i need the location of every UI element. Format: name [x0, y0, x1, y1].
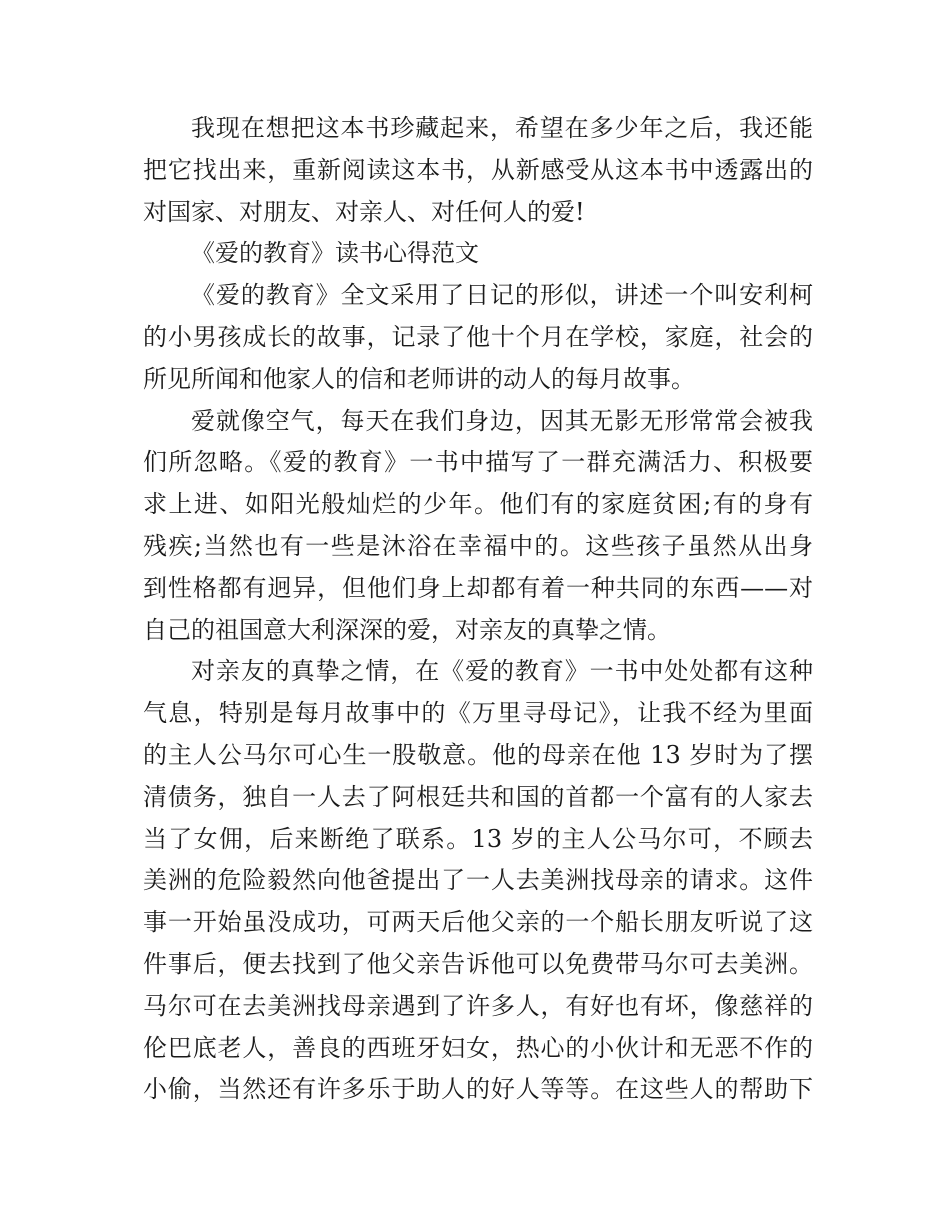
text-line: 当了女佣，后来断绝了联系。13 岁的主人公马尔可，不顾去 [143, 824, 813, 853]
section-title [143, 233, 813, 275]
text-line: 《爱的教育》读书心得范文 [191, 239, 479, 268]
text-line: 的小男孩成长的故事，记录了他十个月在学校，家庭，社会的 [143, 322, 813, 351]
text-line: 们所忽略。《爱的教育》一书中描写了一群充满活力、积极要 [143, 448, 813, 477]
text-line: 所见所闻和他家人的信和老师讲的动人的每月故事。 [143, 364, 695, 393]
text-line: 爱就像空气，每天在我们身边，因其无影无形常常会被我 [191, 406, 813, 435]
text-line: 小偷，当然还有许多乐于助人的好人等等。在这些人的帮助下 [143, 1075, 813, 1104]
paragraph [143, 108, 813, 233]
document-body [143, 108, 813, 1111]
text-line: 马尔可在去美洲找母亲遇到了许多人，有好也有坏，像慈祥的 [143, 991, 813, 1020]
paragraph [143, 275, 813, 400]
text-line: 到性格都有迥异，但他们身上却都有着一种共同的东西——对 [143, 573, 813, 602]
text-line: 《爱的教育》全文采用了日记的形似，讲述一个叫安利柯 [191, 281, 813, 310]
text-line: 清债务，独自一人去了阿根廷共和国的首都一个富有的人家去 [143, 782, 813, 811]
paragraph [143, 401, 813, 652]
text-line: 事一开始虽没成功，可两天后他父亲的一个船长朋友听说了这 [143, 908, 813, 937]
text-line: 残疾;当然也有一些是沐浴在幸福中的。这些孩子虽然从出身 [143, 531, 813, 560]
text-line: 我现在想把这本书珍藏起来，希望在多少年之后，我还能 [191, 114, 813, 142]
text-line: 自己的祖国意大利深深的爱，对亲友的真挚之情。 [143, 615, 671, 644]
text-line: 美洲的危险毅然向他爸提出了一人去美洲找母亲的请求。这件 [143, 866, 813, 895]
text-line: 把它找出来，重新阅读这本书，从新感受从这本书中透露出的 [143, 155, 813, 184]
text-line: 件事后，便去找到了他父亲告诉他可以免费带马尔可去美洲。 [143, 949, 813, 978]
text-line: 气息，特别是每月故事中的《万里寻母记》，让我不经为里面 [143, 699, 813, 728]
text-line: 对亲友的真挚之情，在《爱的教育》一书中处处都有这种 [191, 657, 813, 686]
text-line: 伦巴底老人，善良的西班牙妇女，热心的小伙计和无恶不作的 [143, 1033, 813, 1062]
text-line: 求上进、如阳光般灿烂的少年。他们有的家庭贫困;有的身有 [143, 490, 813, 519]
text-line: 对国家、对朋友、对亲人、对任何人的爱! [143, 197, 585, 226]
paragraph [143, 651, 813, 1111]
text-line: 的主人公马尔可心生一股敬意。他的母亲在他 13 岁时为了摆 [143, 740, 813, 769]
